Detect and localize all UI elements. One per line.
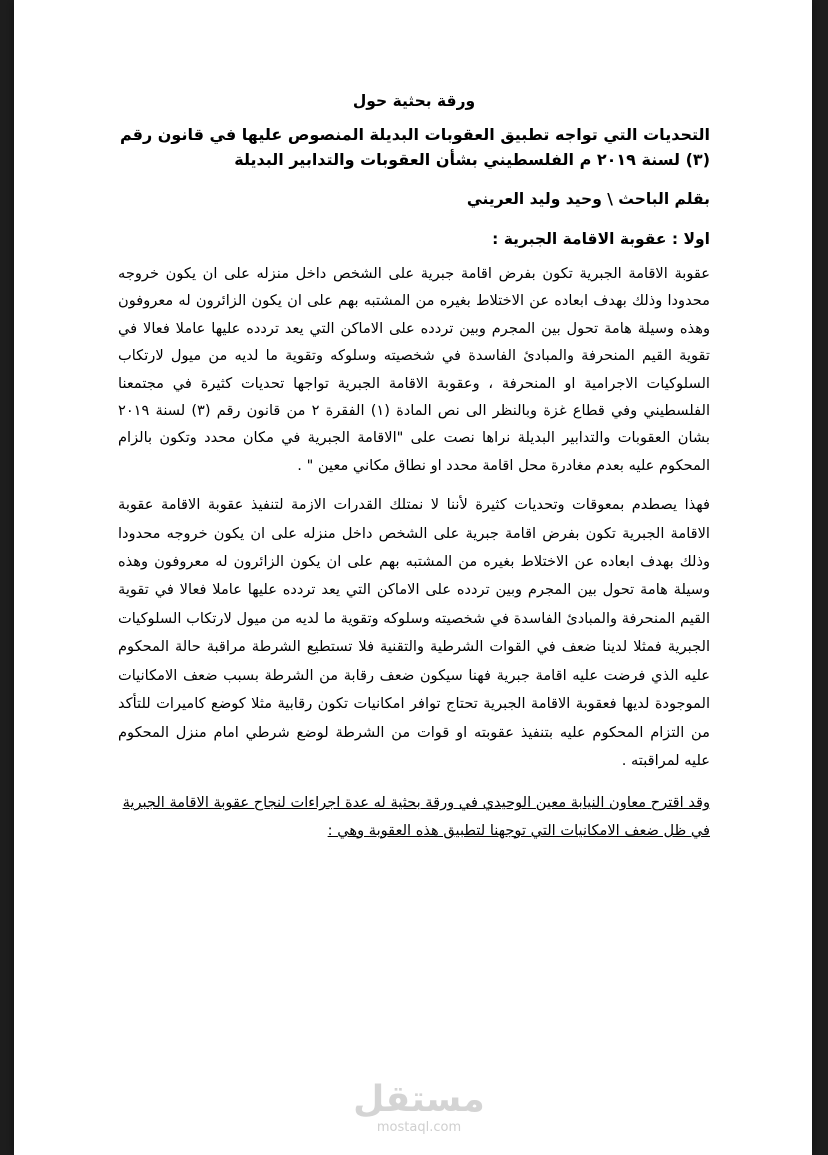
paragraph-2: فهذا يصطدم بمعوقات وتحديات كثيرة لأننا لا نمتلك القدرات الازمة لتنفيذ عقوبة الاقامة عقوبة الاقامة الجبرية تكون بفرض اقامة جبرية على الشخص داخل منزله على ان يكون خروجه محدودا وذلك بهدف ابعاده عن الاختلاط بغيره من المشتبه بهم على ان يكون الزائرون له معروفون وهذه وسيلة هامة تحول بين المجرم وبين تردده على الاماكن التي يعد تردده عليها عاملا فعالا في تقوية القيم المنحرفة والمبادئ الفاسدة في شخصيته وسلوكه وتقوية ما لديه من ميول لارتكاب السلوكيات الجبرية فمثلا لدينا ضعف في القوات الشرطية والتقنية فلا تستطيع الشرطة مراقبة حالة المحكوم عليه الذي فرضت عليه اقامة جبرية فهنا سيكون ضعف رقابة من الشرطة بسبب ضعف الامكانيات الموجودة لديها فعقوبة الاقامة الجبرية تحتاج توافر امكانيات تكون رقابية مثلا كوضع كاميرات للتأكد من التزام المحكوم عليه بتنفيذ عقوبته او قوات من الشرطة لوضع شرطي امام منزل المحكوم عليه لمراقبته .: [118, 496, 710, 769]
section-title: اولا : عقوبة الاقامة الجبرية :: [492, 230, 710, 248]
document-author: بقلم الباحث \ وحيد وليد العريني: [466, 190, 710, 208]
document-page: [14, 0, 812, 1155]
paragraph-1: عقوبة الاقامة الجبرية تكون بفرض اقامة جبرية على الشخص داخل منزله على ان يكون خروجه محدودا وذلك بهدف ابعاده عن الاختلاط بغيره من المشتبه بهم على ان يكون الزائرون له معروفون وهذه وسيلة هامة تحول بين المجرم وبين تردده على الاماكن التي يعد تردده عليها عاملا فعالا في تقوية القيم المنحرفة والمبادئ الفاسدة في شخصيته وسلوكه وتقوية ما لديه من ميول لارتكاب السلوكيات الاجرامية او المنحرفة ، وعقوبة الاقامة الجبرية تواجها تحديات كثيرة في مجتمعنا الفلسطيني وفي قطاع غزة وبالنظر الى نص المادة (١) الفقرة ٢ من قانون رقم (٣) لسنة ٢٠١٩ بشان العقوبات والتدابير البديلة نراها نصت على "الاقامة الجبرية في مكان محدد وتكون بالزام المحكوم عليه بعدم مغادرة محل اقامة محدد او نطاق مكاني معين " .: [118, 265, 711, 474]
document-heading: ورقة بحثية حول: [352, 92, 476, 110]
watermark-main-text: مستقل: [353, 1079, 485, 1120]
document-body: [118, 92, 710, 844]
document-title: التحديات التي تواجه تطبيق العقوبات البديلة المنصوص عليها في قانون رقم (٣) لسنة ٢٠١٩ م الفلسطيني بشأن العقوبات والتدابير البديلة: [119, 125, 710, 169]
paragraph-3-underlined: وقد اقترح معاون النيابة معين الوحيدي في ورقة بحثية له عدة اجراءات لنجاح عقوبة الاقامة الجبرية في ظل ضعف الامكانيات التي توجهنا لتطبيق هذه العقوبة وهي :: [122, 794, 710, 839]
watermark-sub-text: mostaql.com: [376, 1120, 462, 1135]
mostaql-watermark-logo: [344, 1080, 494, 1135]
